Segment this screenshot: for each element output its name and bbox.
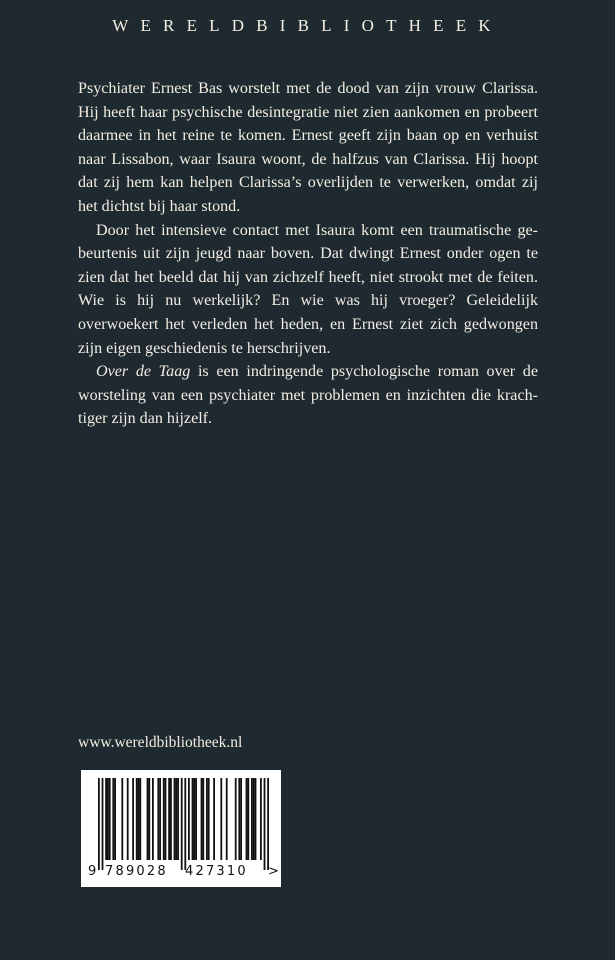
barcode-bar [184, 778, 186, 870]
isbn-left-group: 789028 [105, 864, 168, 879]
barcode-bar [121, 778, 123, 860]
blurb-paragraph-1: Psychiater Ernest Bas worstelt met de dood van zijn vrouw Clarissa. Hij heeft haar psychische desintegratie niet zien aankomen en probeert daarmee in het reine te komen. Ernest geeft zijn baan op en verhuist naar Lissabon, waar Isaura woont, de halfzus van Clarissa. Hij hoopt dat zij hem kan helpen Clarissa’s overlijden te verwerken, omdat zij het dichtst bij haar stond. [78, 80, 538, 215]
barcode-bar [208, 778, 210, 860]
barcode-bar [238, 778, 240, 860]
isbn-marker: > [268, 864, 279, 879]
barcode-bar [159, 778, 161, 860]
isbn-barcode [81, 770, 281, 887]
back-cover-blurb [78, 77, 538, 431]
barcode-bar [246, 778, 248, 860]
barcode-bar [148, 778, 150, 860]
book-title: Over de Taag [96, 363, 191, 381]
isbn-right-group: 427310 [185, 864, 248, 879]
barcode-bar [175, 778, 177, 860]
barcode-bar [98, 778, 100, 870]
blurb-paragraph-2: Door het intensieve contact met Isaura komt een traumatische gebeurtenis uit zijn jeugd naar boven. Dat dwingt Ernest onder ogen te zien dat het beeld dat hij van zichzelf heeft, niet strookt met de feiten. Wie is hij nu werkelijk? En wie was hij vroeger? Geleidelijk overwoekert het verleden het heden, en Ernest ziet zich gedwongen zijn eigen geschiedenis te herschrijven. [78, 221, 538, 357]
barcode-bar [195, 778, 197, 860]
barcode-bar [127, 778, 129, 860]
barcode-bar [165, 778, 167, 860]
barcode-bar [112, 778, 114, 860]
barcode-bar [177, 778, 179, 860]
barcode-bar [174, 778, 176, 860]
barcode-bar [235, 778, 237, 860]
barcode-bar [201, 778, 203, 860]
isbn-lead-digit: 9 [88, 864, 97, 879]
barcode-bar [255, 778, 257, 860]
barcode-bar [226, 778, 228, 860]
barcode-bar [114, 778, 116, 860]
barcode-bar [188, 778, 190, 860]
barcode-bar [267, 778, 269, 870]
barcode-bar [107, 778, 109, 860]
barcode-bar [138, 778, 140, 860]
publisher-website[interactable]: www.wereldbibliotheek.nl [78, 734, 243, 751]
barcode-bar [264, 778, 266, 870]
barcode-bar [181, 778, 183, 870]
barcode-bar [136, 778, 138, 860]
barcode-bar [220, 778, 222, 860]
barcode-bar [260, 778, 262, 860]
barcode-bar [202, 778, 204, 860]
barcode-bar [147, 778, 149, 860]
barcode-bar [247, 778, 249, 860]
barcode-bar [251, 778, 253, 860]
barcode-bar [192, 778, 194, 860]
blurb-paragraph-3 [78, 360, 538, 431]
blurb-paragraph-3-text: is een indringende psychologische roman over de worsteling van een psychiater met problemen en inzichten die krachtiger zijn dan hijzelf. [78, 363, 538, 428]
barcode-bar [193, 778, 195, 860]
publisher-name: WERELDBIBLIOTHEEK [112, 16, 503, 35]
barcode-bar [170, 778, 172, 860]
barcode-bar [253, 778, 255, 860]
barcode-bar [168, 778, 170, 860]
barcode-bar [157, 778, 159, 860]
barcode-bar [132, 778, 134, 860]
barcode-bar [109, 778, 111, 860]
barcode-bar [163, 778, 165, 860]
barcode-bar [152, 778, 154, 860]
barcode-bar [139, 778, 141, 860]
barcode-bar [213, 778, 215, 860]
barcode-bar [206, 778, 208, 860]
isbn-number [81, 864, 281, 884]
barcode-bar [240, 778, 242, 860]
barcode-bar [102, 778, 104, 870]
barcode-bar [105, 778, 107, 860]
